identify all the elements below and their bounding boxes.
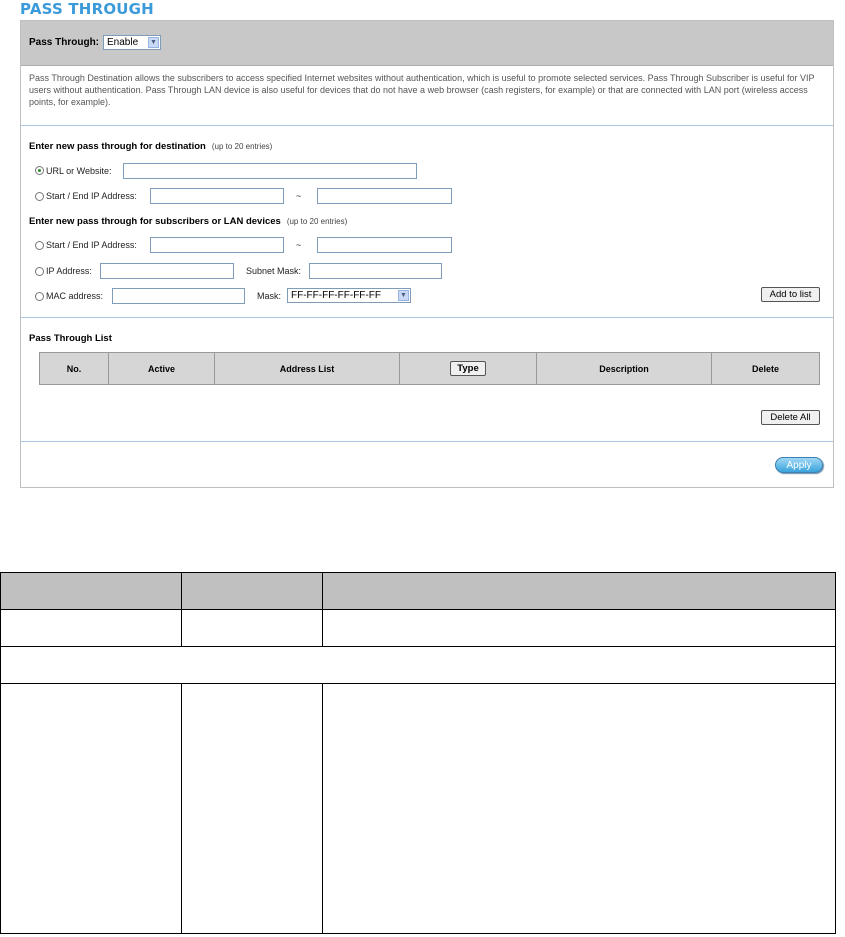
- header-bar: [21, 21, 833, 66]
- col-active: Active: [109, 353, 215, 385]
- mask-select[interactable]: [287, 288, 411, 303]
- destination-title: Enter new pass through for destination: [29, 141, 206, 152]
- url-input[interactable]: [123, 163, 417, 179]
- col-type: [400, 353, 537, 385]
- mask-select-value: FF-FF-FF-FF-FF-FF: [291, 290, 381, 301]
- type-button[interactable]: Type: [450, 361, 485, 376]
- pass-through-list-title: Pass Through List: [29, 333, 112, 344]
- dest-start-ip-input[interactable]: [150, 188, 284, 204]
- ip-address-radio[interactable]: [35, 267, 44, 276]
- document-table: [0, 572, 836, 934]
- doc-header-cell: [323, 573, 836, 610]
- col-description: Description: [537, 353, 712, 385]
- add-to-list-button[interactable]: Add to list: [761, 287, 820, 302]
- subnet-mask-input[interactable]: [309, 263, 442, 279]
- dest-tilde: ~: [296, 191, 302, 201]
- destination-section-title: [29, 141, 272, 152]
- mac-address-input[interactable]: [112, 288, 245, 304]
- apply-button[interactable]: Apply: [775, 457, 823, 473]
- mac-address-label: MAC address:: [46, 291, 104, 301]
- doc-table-row: [1, 610, 836, 647]
- doc-cell: [1, 684, 182, 934]
- destination-note: (up to 20 entries): [211, 142, 273, 151]
- sub-start-ip-input[interactable]: [150, 237, 284, 253]
- doc-header-cell: [1, 573, 182, 610]
- dest-ip-range-label: Start / End IP Address:: [46, 191, 137, 201]
- description-text: Pass Through Destination allows the subscribers to access specified Internet websites without authentication, which is useful to promote selected services. Pass Through Subscriber is useful for VIP users without authentication. Pass Through LAN device is also useful for devices that do not have a web browser (cash registers, for example) or that are connected with LAN port (wireless access points, for example).: [29, 73, 815, 107]
- doc-cell: [1, 610, 182, 647]
- col-no: No.: [40, 353, 109, 385]
- subscribers-section-title: [29, 216, 347, 227]
- mac-address-radio[interactable]: [35, 292, 44, 301]
- doc-cell: [323, 610, 836, 647]
- sub-end-ip-input[interactable]: [317, 237, 452, 253]
- doc-table-row: [1, 647, 836, 684]
- doc-table-header-row: [1, 573, 836, 610]
- dest-ip-range-radio[interactable]: [35, 192, 44, 201]
- mask-label: Mask:: [257, 291, 282, 301]
- ip-address-input[interactable]: [100, 263, 234, 279]
- url-label: URL or Website:: [46, 166, 112, 176]
- delete-all-button[interactable]: Delete All: [761, 410, 820, 425]
- col-delete: Delete: [712, 353, 820, 385]
- chevron-down-icon: ▼: [398, 290, 409, 301]
- chevron-down-icon: ▼: [148, 37, 159, 48]
- doc-cell: [323, 684, 836, 934]
- pass-through-label: Pass Through:: [29, 37, 100, 48]
- doc-table-row: [1, 684, 836, 934]
- divider: [21, 441, 833, 442]
- pass-through-panel: [20, 20, 834, 488]
- doc-cell: [1, 647, 836, 684]
- doc-cell: [182, 684, 323, 934]
- pass-through-select[interactable]: [103, 35, 161, 50]
- sub-ip-range-radio[interactable]: [35, 241, 44, 250]
- page-title: PASS THROUGH: [20, 0, 154, 18]
- ip-address-label: IP Address:: [46, 266, 92, 276]
- sub-ip-range-label: Start / End IP Address:: [46, 240, 137, 250]
- col-address-list: Address List: [215, 353, 400, 385]
- divider: [21, 125, 833, 126]
- url-radio[interactable]: [35, 166, 44, 175]
- pass-through-list-table: [39, 352, 820, 385]
- doc-header-cell: [182, 573, 323, 610]
- subnet-mask-label: Subnet Mask:: [246, 266, 302, 276]
- dest-end-ip-input[interactable]: [317, 188, 452, 204]
- subscribers-title: Enter new pass through for subscribers or LAN devices: [29, 216, 281, 227]
- pass-through-select-value: Enable: [107, 37, 139, 48]
- sub-tilde: ~: [296, 240, 302, 250]
- doc-cell: [182, 610, 323, 647]
- divider: [21, 317, 833, 318]
- subscribers-note: (up to 20 entries): [286, 217, 348, 226]
